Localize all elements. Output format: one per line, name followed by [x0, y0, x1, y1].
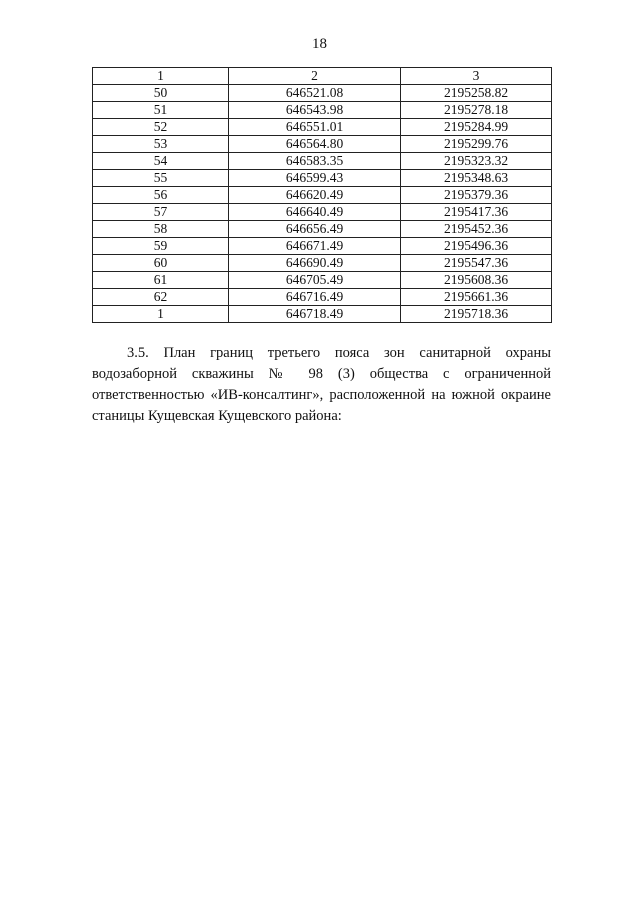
coordinates-table	[92, 67, 552, 323]
cell-point-number: 52	[93, 119, 229, 136]
cell-point-number: 1	[93, 306, 229, 323]
cell-x-coordinate: 646583.35	[229, 153, 401, 170]
cell-y-coordinate: 2195496.36	[401, 238, 552, 255]
page-number: 18	[312, 36, 327, 52]
cell-x-coordinate: 646671.49	[229, 238, 401, 255]
cell-x-coordinate: 646718.49	[229, 306, 401, 323]
cell-point-number: 55	[93, 170, 229, 187]
column-header-y: 3	[401, 68, 552, 85]
cell-y-coordinate: 2195661.36	[401, 289, 552, 306]
cell-y-coordinate: 2195284.99	[401, 119, 552, 136]
table-row	[93, 187, 552, 204]
table-row	[93, 85, 552, 102]
cell-point-number: 56	[93, 187, 229, 204]
cell-x-coordinate: 646656.49	[229, 221, 401, 238]
cell-point-number: 53	[93, 136, 229, 153]
cell-y-coordinate: 2195323.32	[401, 153, 552, 170]
cell-y-coordinate: 2195417.36	[401, 204, 552, 221]
table-row	[93, 102, 552, 119]
cell-x-coordinate: 646599.43	[229, 170, 401, 187]
cell-point-number: 58	[93, 221, 229, 238]
table-row	[93, 255, 552, 272]
table-row	[93, 119, 552, 136]
cell-x-coordinate: 646705.49	[229, 272, 401, 289]
table-row	[93, 204, 552, 221]
table-row	[93, 238, 552, 255]
cell-point-number: 50	[93, 85, 229, 102]
section-paragraph: 3.5. План границ третьего пояса зон санитарной охраны водозаборной скважины № 98 (3) общества с ограниченной ответственностью «ИВ-консалтинг», расположенной на южной окраине станицы Кущевская Кущевского района:	[92, 345, 551, 424]
table-row	[93, 272, 552, 289]
table-header	[93, 68, 552, 85]
table-row	[93, 289, 552, 306]
column-header-point: 1	[93, 68, 229, 85]
cell-point-number: 54	[93, 153, 229, 170]
table-row	[93, 170, 552, 187]
cell-point-number: 51	[93, 102, 229, 119]
table-row	[93, 153, 552, 170]
cell-point-number: 60	[93, 255, 229, 272]
cell-y-coordinate: 2195379.36	[401, 187, 552, 204]
cell-y-coordinate: 2195547.36	[401, 255, 552, 272]
cell-x-coordinate: 646564.80	[229, 136, 401, 153]
table-row	[93, 136, 552, 153]
cell-x-coordinate: 646521.08	[229, 85, 401, 102]
cell-x-coordinate: 646716.49	[229, 289, 401, 306]
table-body	[93, 85, 552, 323]
table-row	[93, 306, 552, 323]
cell-x-coordinate: 646690.49	[229, 255, 401, 272]
cell-x-coordinate: 646543.98	[229, 102, 401, 119]
cell-y-coordinate: 2195258.82	[401, 85, 552, 102]
table-header-row	[93, 68, 552, 85]
cell-y-coordinate: 2195718.36	[401, 306, 552, 323]
cell-x-coordinate: 646551.01	[229, 119, 401, 136]
cell-x-coordinate: 646640.49	[229, 204, 401, 221]
cell-y-coordinate: 2195278.18	[401, 102, 552, 119]
cell-point-number: 57	[93, 204, 229, 221]
cell-x-coordinate: 646620.49	[229, 187, 401, 204]
cell-point-number: 62	[93, 289, 229, 306]
column-header-x: 2	[229, 68, 401, 85]
cell-y-coordinate: 2195299.76	[401, 136, 552, 153]
cell-y-coordinate: 2195608.36	[401, 272, 552, 289]
cell-point-number: 59	[93, 238, 229, 255]
cell-y-coordinate: 2195348.63	[401, 170, 552, 187]
cell-y-coordinate: 2195452.36	[401, 221, 552, 238]
table-row	[93, 221, 552, 238]
cell-point-number: 61	[93, 272, 229, 289]
